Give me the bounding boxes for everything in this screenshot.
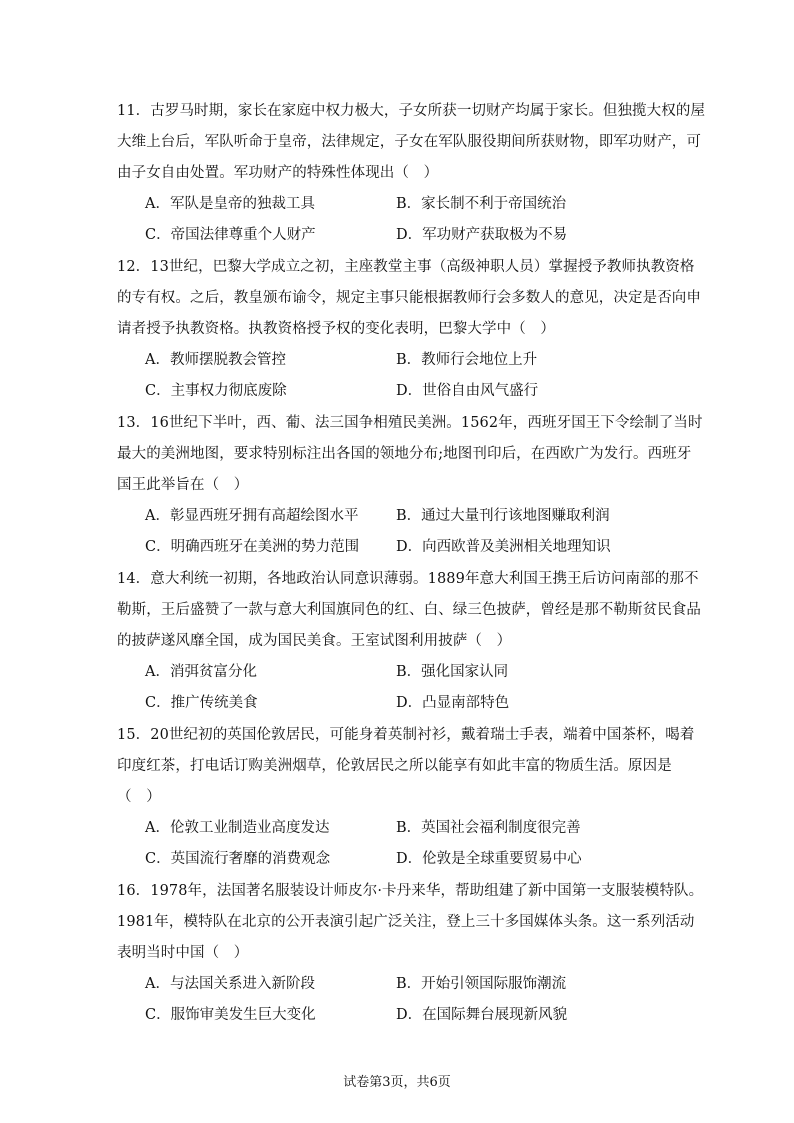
option-a[interactable]: A．消弭贫富分化 — [145, 664, 257, 680]
question-stem-line: （ ） — [117, 789, 161, 805]
option-c[interactable]: C．英国流行奢靡的消费观念 — [145, 851, 331, 867]
question-stem-line: 由子女自由处置。军功财产的特殊性体现出（ ） — [117, 165, 439, 181]
options-row — [117, 376, 687, 407]
question-stem-line: 15．20世纪初的英国伦敦居民，可能身着英制衬衫，戴着瑞士手表，端着中国茶杯，喝着 — [117, 727, 695, 743]
question-15 — [117, 720, 695, 875]
option-a[interactable]: A．教师摆脱教会管控 — [145, 352, 286, 368]
option-b[interactable]: B．教师行会地位上升 — [396, 352, 538, 368]
question-16 — [117, 876, 704, 1031]
option-a[interactable]: A．与法国关系进入新阶段 — [145, 976, 315, 992]
option-d[interactable]: D．凸显南部特色 — [396, 695, 510, 711]
option-c[interactable]: C．服饰审美发生巨大变化 — [145, 1007, 316, 1023]
question-stem-line: 14．意大利统一初期，各地政治认同意识薄弱。1889年意大利国王携王后访问南部的那不 — [117, 571, 699, 587]
option-d[interactable]: D．军功财产获取极为不易 — [396, 227, 568, 243]
options-row — [117, 844, 687, 875]
options-row — [117, 688, 687, 719]
options-row — [117, 532, 687, 563]
question-12 — [117, 252, 701, 407]
question-stem-line: 的专有权。之后，教皇颁布谕令，规定主事只能根据教师行会多数人的意见，决定是否向申 — [117, 290, 701, 306]
options-row — [117, 501, 687, 532]
question-stem-line: 12．13世纪，巴黎大学成立之初，主座教堂主事（高级神职人员）掌握授予教师执教资格 — [117, 259, 695, 275]
question-stem-line: 国王此举旨在（ ） — [117, 477, 249, 493]
options-row — [117, 813, 687, 844]
option-a[interactable]: A．军队是皇帝的独裁工具 — [145, 196, 315, 212]
question-stem-line: 11．古罗马时期，家长在家庭中权力极大，子女所获一切财产均属于家长。但独揽大权的屋 — [117, 103, 706, 119]
option-d[interactable]: D．伦敦是全球重要贸易中心 — [396, 851, 582, 867]
option-b[interactable]: B．开始引领国际服饰潮流 — [396, 976, 567, 992]
option-c[interactable]: C．主事权力彻底废除 — [145, 383, 287, 399]
question-stem-line: 请者授予执教资格。执教资格授予权的变化表明，巴黎大学中（ ） — [117, 321, 555, 337]
option-c[interactable]: C．帝国法律尊重个人财产 — [145, 227, 316, 243]
option-b[interactable]: B．强化国家认同 — [396, 664, 509, 680]
options-row — [117, 189, 687, 220]
question-stem-line: 表明当时中国（ ） — [117, 945, 249, 961]
option-b[interactable]: B．英国社会福利制度很完善 — [396, 820, 581, 836]
option-c[interactable]: C．推广传统美食 — [145, 695, 258, 711]
option-b[interactable]: B．家长制不利于帝国统治 — [396, 196, 567, 212]
option-a[interactable]: A．彰显西班牙拥有高超绘图水平 — [145, 508, 359, 524]
option-d[interactable]: D．向西欧普及美洲相关地理知识 — [396, 539, 611, 555]
options-row — [117, 657, 687, 688]
options-row — [117, 220, 687, 251]
question-stem-line: 大维上台后，军队听命于皇帝，法律规定，子女在军队服役期间所获财物，即军功财产，可 — [117, 134, 701, 150]
question-stem-line: 16．1978年，法国著名服装设计师皮尔·卡丹来华，帮助组建了新中国第一支服装模特队。 — [117, 883, 704, 899]
question-stem-line: 印度红茶，打电话订购美洲烟草，伦敦居民之所以能享有如此丰富的物质生活。原因是 — [117, 758, 672, 774]
option-d[interactable]: D．世俗自由风气盛行 — [396, 383, 539, 399]
question-stem-line: 的披萨遂风靡全国，成为国民美食。王室试图利用披萨（ ） — [117, 633, 512, 649]
options-row — [117, 969, 687, 1000]
question-stem-line: 1981年，模特队在北京的公开表演引起广泛关注，登上三十多国媒体头条。这一系列活动 — [117, 914, 695, 930]
options-row — [117, 1000, 687, 1031]
option-c[interactable]: C．明确西班牙在美洲的势力范围 — [145, 539, 360, 555]
options-row — [117, 345, 687, 376]
question-11 — [117, 96, 706, 251]
option-a[interactable]: A．伦敦工业制造业高度发达 — [145, 820, 330, 836]
question-stem-line: 勒斯，王后盛赞了一款与意大利国旗同色的红、白、绿三色披萨，曾经是那不勒斯贫民食品 — [117, 602, 701, 618]
question-13 — [117, 408, 703, 563]
question-14 — [117, 564, 701, 719]
page-footer: 试卷第3页，共6页 — [343, 1075, 451, 1090]
question-stem-line: 13．16世纪下半叶，西、葡、法三国争相殖民美洲。1562年，西班牙国王下令绘制了当时 — [117, 415, 703, 431]
option-d[interactable]: D．在国际舞台展现新风貌 — [396, 1007, 568, 1023]
question-stem-line: 最大的美洲地图，要求特别标注出各国的领地分布;地图刊印后，在西欧广为发行。西班牙 — [117, 446, 692, 462]
option-b[interactable]: B．通过大量刊行该地图赚取利润 — [396, 508, 610, 524]
